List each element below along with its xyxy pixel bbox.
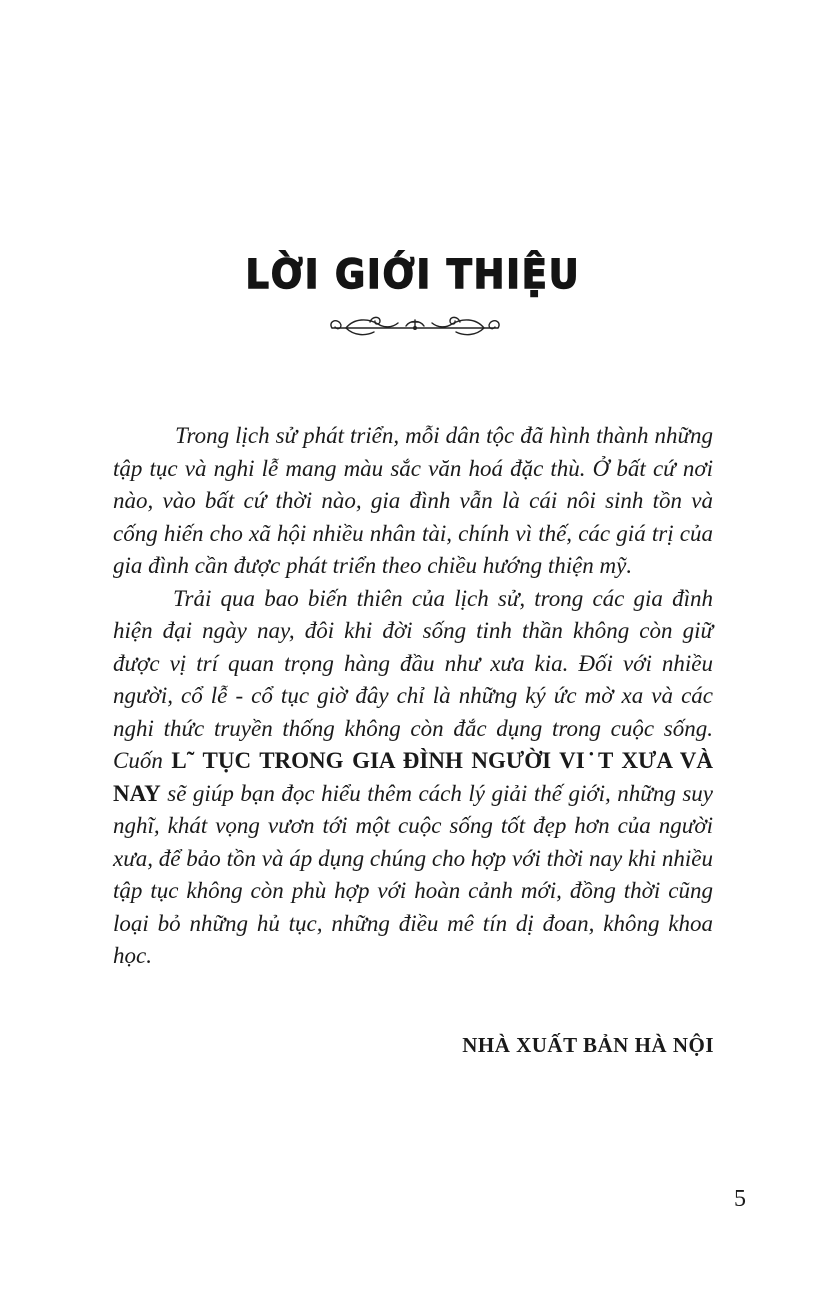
publisher-signature: NHÀ XUẤT BẢN HÀ NỘI — [462, 1033, 714, 1057]
paragraph-2-start: Trải qua bao biến thiên của lịch sử, trong các gia đình hiện đại ngày nay, đôi khi đời sống tinh thần không còn giữ được vị trí quan trọng hàng đầu như xưa kia. Đối với nhiều người, cổ lễ - cổ tục giờ đây chỉ là những ký ức mờ xa và các nghi thức truyền thống không còn đắc dụng trong cuộc sống. Cuốn — [113, 585, 713, 773]
paragraph-2-end: sẽ giúp bạn đọc hiểu thêm cách lý giải thế giới, những suy nghĩ, khát vọng vươn tới một cuộc sống tốt đẹp hơn của người xưa, để bảo tồn và áp dụng chúng cho hợp với thời nay khi nhiều tập tục không còn phù hợp với hoàn cảnh mới, đồng thời cũng loại bỏ những hủ tục, những điều mê tín dị đoan, không khoa học. — [113, 780, 713, 968]
paragraph-1: Trong lịch sử phát triển, mỗi dân tộc đã hình thành những tập tục và nghi lễ mang màu sắc văn hoá đặc thù. Ở bất cứ nơi nào, vào bất cứ thời nào, gia đình vẫn là cái nôi sinh tồn và cống hiến cho xã hội nhiều nhân tài, chính vì thế, các giá trị của gia đình cần được phát triển theo chiều hướng thiện mỹ. — [113, 423, 713, 578]
book-title: L˜ TỤC TRONG GIA ĐÌNH NGƯỜI VI˙T XƯA VÀ NAY — [113, 748, 714, 806]
introduction-text — [113, 420, 713, 973]
paragraph-2 — [113, 583, 713, 973]
page-number: 5 — [734, 1186, 746, 1212]
page-title: LỜI GIỚI THIỆU — [245, 252, 581, 298]
scroll-ornament-icon — [326, 306, 504, 342]
